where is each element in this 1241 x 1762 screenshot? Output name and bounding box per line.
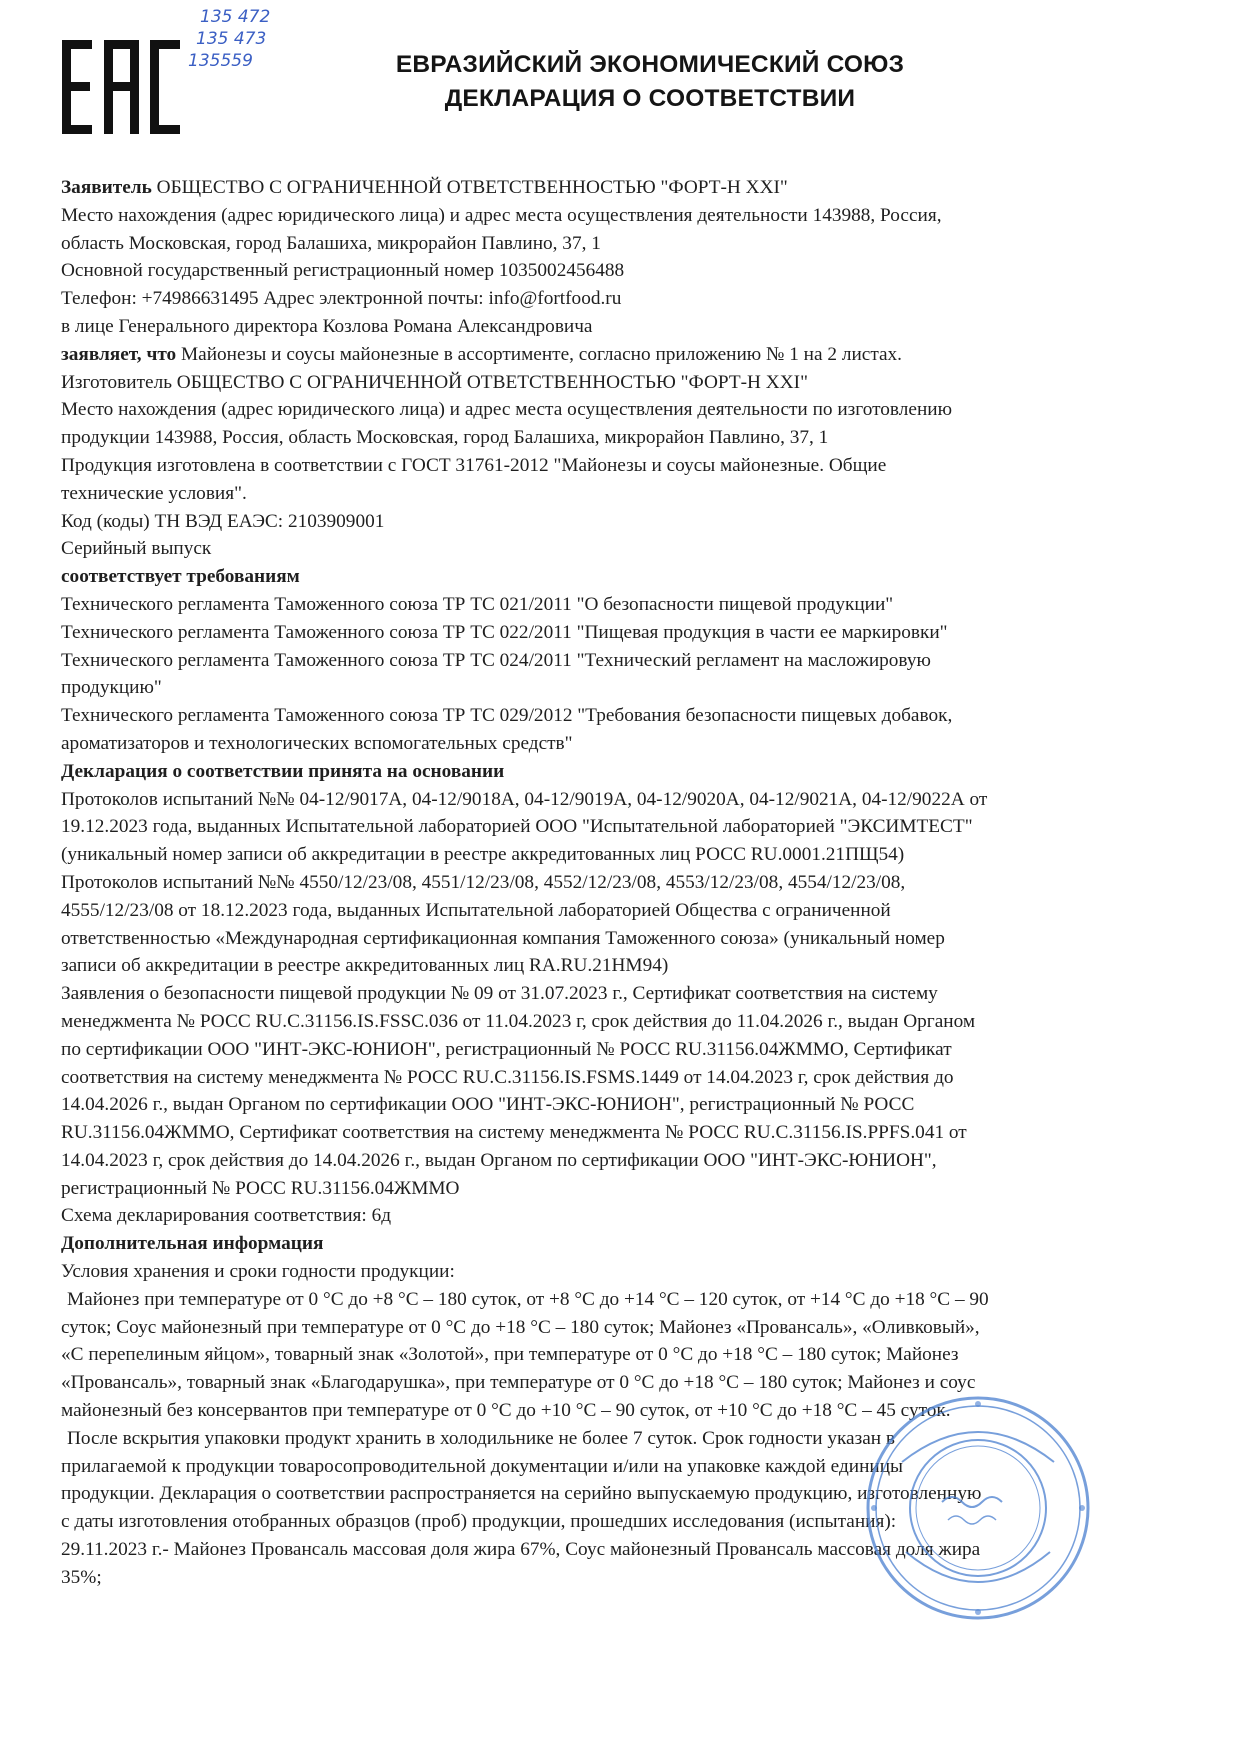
company-seal-icon — [862, 1392, 1094, 1624]
basis-label: Декларация о соответствии принята на основании — [61, 760, 505, 782]
product-gost-1: Продукция изготовлена в соответствии с ГОСТ 31761-2012 "Майонезы и соусы майонезные. Общие — [61, 454, 887, 476]
product-code: Код (коды) ТН ВЭД ЕАЭС: 2103909001 — [61, 510, 385, 532]
basis-line: менеджмента № РОСС RU.C.31156.IS.FSSC.036 от 11.04.2023 г, срок действия до 11.04.2026 г., выдан Органом — [61, 1010, 976, 1032]
additional-line: суток; Соус майонезный при температуре от 0 °С до +18 °С – 180 суток; Майонез «Провансаль», «Оливковый», — [61, 1316, 980, 1338]
manufacturer-address-2: продукции 143988, Россия, область Московская, город Балашиха, микрорайон Павлино, 37, 1 — [61, 427, 829, 449]
additional-line: майонезный без консервантов при температуре от 0 °С до +10 °С – 90 суток, от +10 °С до +18 °С – 45 суток. — [61, 1400, 951, 1422]
conforms-line: Технического регламента Таможенного союза ТР ТС 024/2011 "Технический регламент на масложировую — [61, 649, 931, 671]
applicant-address-1: Место нахождения (адрес юридического лица) и адрес места осуществления деятельности 143988, Россия, — [61, 204, 942, 226]
basis-line: 14.04.2026 г., выдан Органом по сертификации ООО "ИНТ-ЭКС-ЮНИОН", регистрационный № РОСС — [61, 1094, 915, 1116]
handwritten-number-3: 135559 — [188, 51, 253, 71]
eac-mark-icon — [62, 40, 180, 134]
basis-line: Протоколов испытаний №№ 04-12/9017А, 04-12/9018А, 04-12/9019А, 04-12/9020А, 04-12/9021А, 04-12/9022А от — [61, 788, 988, 810]
applicant-address-2: область Московская, город Балашиха, микрорайон Павлино, 37, 1 — [61, 232, 601, 254]
conforms-line: Технического регламента Таможенного союза ТР ТС 021/2011 "О безопасности пищевой продукции" — [61, 593, 894, 615]
conforms-line: продукцию" — [61, 677, 162, 699]
basis-line: записи об аккредитации в реестре аккредитованных лиц RA.RU.21НМ94) — [61, 955, 669, 977]
additional-line: Майонез при температуре от 0 °С до +8 °С – 180 суток, от +8 °С до +14 °С – 120 суток, от +14 °С до +18 °С – 90 — [67, 1288, 989, 1310]
manufacturer-address-1: Место нахождения (адрес юридического лица) и адрес места осуществления деятельности по изготовлению — [61, 399, 952, 421]
basis-line: соответствия на систему менеджмента № РОСС RU.C.31156.IS.FSMS.1449 от 14.04.2023 г, срок действия до — [61, 1066, 954, 1088]
additional-line: с даты изготовления отобранных образцов (проб) продукции, прошедших исследования (испытания): — [61, 1511, 897, 1533]
applicant-ogrn: Основной государственный регистрационный номер 1035002456488 — [61, 260, 625, 282]
scheme-line: Схема декларирования соответствия: 6д — [61, 1205, 392, 1227]
basis-line: (уникальный номер записи об аккредитации в реестре аккредитованных лиц РОСС RU.0001.21ПЩ54) — [61, 844, 905, 866]
basis-line: 19.12.2023 года, выданных Испытательной лабораторией ООО "Испытательной лабораторией "ЭКСИМТЕСТ" — [61, 816, 973, 838]
basis-line: 14.04.2023 г, срок действия до 14.04.2026 г., выдан Органом по сертификации ООО "ИНТ-ЭКС-ЮНИОН", — [61, 1149, 937, 1171]
basis-line: Протоколов испытаний №№ 4550/12/23/08, 4551/12/23/08, 4552/12/23/08, 4553/12/23/08, 4554/12/23/08, — [61, 871, 906, 893]
header-line-1: ЕВРАЗИЙСКИЙ ЭКОНОМИЧЕСКИЙ СОЮЗ — [395, 51, 905, 78]
conforms-line: Технического регламента Таможенного союза ТР ТС 029/2012 "Требования безопасности пищевых добавок, — [61, 705, 953, 727]
basis-line: 4555/12/23/08 от 18.12.2023 года, выданных Испытательной лабораторией Общества с ограниченной — [61, 899, 891, 921]
handwritten-number-1: 135 472 — [200, 7, 271, 27]
header-line-2: ДЕКЛАРАЦИЯ О СООТВЕТСТВИИ — [444, 85, 856, 112]
additional-line: После вскрытия упаковки продукт хранить в холодильнике не более 7 суток. Срок годности указан в — [67, 1427, 896, 1449]
declares-line — [61, 341, 1181, 369]
basis-line: по сертификации ООО "ИНТ-ЭКС-ЮНИОН", регистрационный № РОСС RU.31156.04ЖММО, Сертификат — [61, 1038, 952, 1060]
manufacturer-line: Изготовитель ОБЩЕСТВО С ОГРАНИЧЕННОЙ ОТВЕТСТВЕННОСТЬЮ "ФОРТ-Н XXI" — [61, 371, 808, 393]
declares-label: заявляет, что — [61, 343, 177, 365]
document-header — [360, 48, 940, 116]
additional-line: 29.11.2023 г.- Майонез Провансаль массовая доля жира 67%, Соус майонезный Провансаль массовая доля жира — [61, 1539, 981, 1561]
product-serial: Серийный выпуск — [61, 538, 212, 560]
basis-line: RU.31156.04ЖММО, Сертификат соответствия на систему менеджмента № РОСС RU.C.31156.IS.PPFS.041 от — [61, 1122, 967, 1144]
applicant-name: ОБЩЕСТВО С ОГРАНИЧЕННОЙ ОТВЕТСТВЕННОСТЬЮ "ФОРТ-Н XXI" — [156, 177, 788, 198]
declares-text: Майонезы и соусы майонезные в ассортименте, согласно приложению № 1 на 2 листах. — [181, 343, 902, 365]
applicant-label: Заявитель — [61, 177, 152, 198]
additional-line: продукции. Декларация о соответствии распространяется на серийно выпускаемую продукцию, изготовленную — [61, 1483, 982, 1505]
additional-line: прилагаемой к продукции товаросопроводительной документации и/или на упаковке каждой единицы — [61, 1455, 904, 1477]
additional-line: «С перепелиным яйцом», товарный знак «Золотой», при температуре от 0 °С до +18 °С – 180 суток; Майонез — [61, 1344, 959, 1366]
additional-line: Условия хранения и сроки годности продукции: — [61, 1261, 455, 1283]
conforms-line: ароматизаторов и технологических вспомогательных средств" — [61, 732, 573, 754]
conforms-line: Технического регламента Таможенного союза ТР ТС 022/2011 "Пищевая продукция в части ее маркировки" — [61, 621, 948, 643]
applicant-person: в лице Генерального директора Козлова Романа Александровича — [61, 315, 593, 337]
handwritten-number-2: 135 473 — [196, 29, 267, 49]
handwritten-numbers — [188, 2, 316, 74]
applicant-line — [61, 174, 1181, 202]
basis-line: Заявления о безопасности пищевой продукции № 09 от 31.07.2023 г., Сертификат соответствия на систему — [61, 983, 938, 1005]
product-gost-2: технические условия". — [61, 482, 247, 504]
declaration-body — [61, 174, 1181, 1592]
basis-line: ответственностью «Международная сертификационная компания Таможенного союза» (уникальный номер — [61, 927, 945, 949]
additional-line: 35%; — [61, 1566, 102, 1588]
applicant-phone: Телефон: +74986631495 Адрес электронной почты: info@fortfood.ru — [61, 288, 622, 310]
basis-line: регистрационный № РОСС RU.31156.04ЖММО — [61, 1177, 460, 1199]
additional-line: «Провансаль», товарный знак «Благодарушка», при температуре от 0 °С до +18 °С – 180 суток; Майонез и соус — [61, 1372, 976, 1394]
additional-label: Дополнительная информация — [61, 1233, 324, 1255]
conforms-label: соответствует требованиям — [61, 566, 300, 588]
